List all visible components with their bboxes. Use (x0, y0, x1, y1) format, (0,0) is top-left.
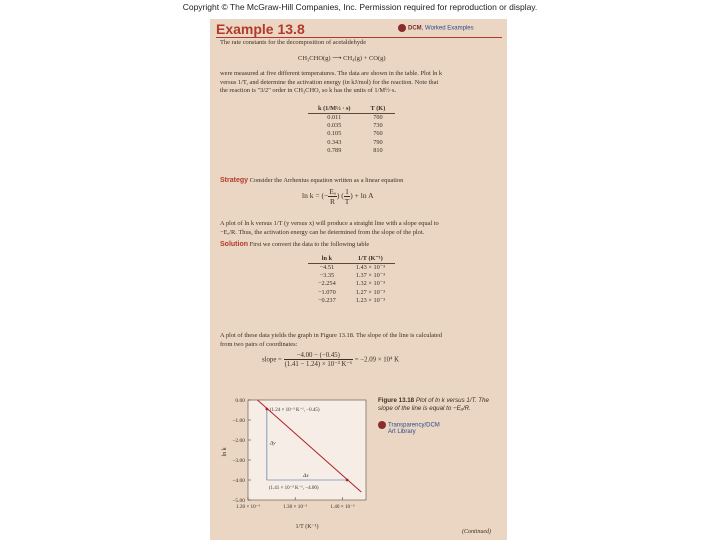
solution-line (220, 241, 369, 248)
annotation-bottom-point: (1.41 × 10⁻³ K⁻¹, −4.00) (268, 486, 319, 491)
copyright-notice: Copyright © The McGraw-Hill Companies, Inc. Permission required for reproduction or display. (182, 2, 538, 12)
fraction-denominator: (1.41 − 1.24) × 10⁻³ K⁻¹ (284, 361, 353, 368)
table-cell: 1.37 × 10⁻³ (355, 272, 385, 280)
x-tick-label: 1.20 × 10⁻³ (235, 504, 261, 510)
figure-number: Figure 13.18 (378, 397, 415, 404)
table-cell: 0.011 (327, 114, 342, 121)
table-row (308, 289, 395, 297)
plot-frame (248, 400, 366, 500)
graph-explanation (220, 332, 505, 349)
table-row (308, 139, 395, 147)
solution-text: First we convert the data to the following table (249, 241, 370, 248)
x-axis-label: 1/T (K⁻¹) (295, 524, 319, 530)
dcm-icon (378, 421, 386, 429)
table-row (308, 130, 395, 138)
table-cell: 810 (373, 146, 383, 154)
fraction-numerator: 1 (345, 187, 349, 196)
table-cell: −4.51 (319, 264, 335, 271)
x-tick-label: 1.40 × 10⁻³ (330, 504, 355, 510)
table-cell: 0.343 (327, 138, 342, 146)
table-row (308, 122, 395, 130)
table-cell: 0.035 (327, 122, 342, 130)
table-header: k (1/M½ · s) (308, 105, 361, 114)
data-point (265, 408, 268, 411)
y-tick-label: −1.00 (232, 418, 245, 424)
reaction-equation: CH₃CHO(g) ⟶ CH₄(g) + CO(g) (298, 55, 386, 62)
example-title: Example 13.8 (216, 21, 305, 37)
annotation-top-point: (1.24 × 10⁻³ K⁻¹, −0.45) (269, 408, 320, 413)
dcm-brand: DCM (408, 25, 422, 32)
data-point (346, 479, 349, 482)
strategy-label: Strategy (220, 177, 249, 184)
y-tick-label: −4.00 (232, 478, 245, 484)
link-subtitle: Art Library (388, 429, 416, 435)
arrhenius-equation: ln k = (− $\frac{\text{Eₐ}}{R}$ ) ( $\frac{1}{T}$ ) + ln A (302, 187, 374, 206)
annotation-dx: Δx (303, 473, 309, 479)
table-cell: 730 (373, 122, 383, 130)
table-header: T (K) (361, 105, 396, 114)
problem-text (220, 70, 505, 96)
rate-constant-table (308, 105, 395, 155)
lnk-table (308, 255, 395, 305)
y-axis-label: ln k (222, 447, 228, 457)
table-cell: 1.43 × 10⁻³ (355, 264, 385, 271)
equation-tail: + ln A (354, 191, 374, 201)
x-tick-label: 1.30 × 10⁻³ (283, 504, 308, 510)
table-row (308, 280, 395, 288)
link-title: Transparency/DCM (388, 422, 440, 429)
fraction-numerator: −4.00 − (−0.45) (284, 352, 353, 360)
y-tick-label: −5.00 (232, 498, 245, 504)
plot-line: A plot of ln k versus 1/T (y versus x) will produce a straight line with a slope equal to (220, 220, 439, 227)
intro-text: The rate constants for the decomposition of acetaldehyde (220, 39, 367, 46)
y-tick-label: −3.00 (232, 458, 245, 464)
table-cell: 790 (373, 138, 383, 146)
table-cell: 1.23 × 10⁻³ (355, 296, 385, 304)
table-header: 1/T (K⁻¹) (346, 255, 395, 264)
slope-rhs: = −2.09 × 10⁴ K (354, 356, 400, 364)
problem-line: were measured at five different temperatures. The data are shown in the table. Plot ln k (220, 70, 443, 77)
slope-equation (262, 352, 399, 368)
table-row (308, 264, 395, 273)
y-tick-label: −2.00 (232, 438, 245, 444)
graph-line: from two pairs of coordinates: (220, 340, 298, 348)
y-tick-label: 0.00 (235, 398, 245, 404)
table-cell: 760 (373, 130, 383, 138)
strategy-line (220, 177, 403, 184)
fraction-numerator: Eₐ (329, 187, 336, 196)
table-cell: −1.070 (318, 288, 336, 296)
fraction-denominator: R (330, 197, 336, 206)
table-cell: 1.32 × 10⁻³ (355, 280, 385, 288)
equation-lhs: ln k = (302, 191, 320, 201)
plot-line: −Eₐ/R. Thus, the activation energy can be determined from the slope of the plot. (220, 228, 425, 236)
table-cell: 1.27 × 10⁻³ (355, 288, 385, 296)
plot-explanation (220, 220, 505, 237)
textbook-page (210, 19, 507, 540)
table-cell: −3.35 (319, 272, 335, 280)
dcm-icon (398, 24, 406, 32)
table-row (308, 297, 395, 305)
table-row (308, 147, 395, 155)
transparency-dcm-link[interactable] (378, 421, 440, 435)
fraction-1-t (344, 187, 351, 206)
dcm-label: Worked Examples (425, 25, 474, 32)
continued-note: (Continued) (462, 529, 491, 535)
table-cell: 0.789 (327, 146, 342, 154)
table-cell: 0.105 (327, 130, 342, 138)
figure-caption-text: Plot of ln k versus 1/T. The slope of the line is equal to −Eₐ/R. (378, 397, 489, 412)
dcm-badge[interactable]: DCM, Worked Examples (398, 24, 474, 32)
table-row (308, 114, 395, 123)
title-rule (216, 37, 502, 38)
annotation-dy: Δy (269, 440, 276, 447)
table-header: ln k (308, 255, 346, 264)
problem-line: the reaction is "3/2" order in CH₃CHO, so k has the units of 1/M½·s. (220, 87, 397, 95)
problem-line: versus 1/T, and determine the activation energy (in kJ/mol) for the reaction. Note that (220, 78, 439, 86)
table-cell: 700 (373, 114, 383, 121)
strategy-text: Consider the Arrhenius equation written as a linear equation (249, 177, 404, 184)
table-cell: −0.237 (318, 296, 336, 304)
solution-label: Solution (220, 241, 248, 248)
table-row (308, 272, 395, 280)
fraction-ea-r (328, 187, 337, 206)
graph-line: A plot of these data yields the graph in Figure 13.18. The slope of the line is calculated (220, 332, 442, 339)
table-cell: −2.254 (318, 280, 336, 288)
slope-fraction (284, 352, 353, 368)
fraction-denominator: T (344, 197, 350, 206)
lnk-vs-invT-plot (216, 392, 374, 532)
figure-caption (378, 397, 500, 412)
slope-lhs: slope = (262, 356, 282, 364)
